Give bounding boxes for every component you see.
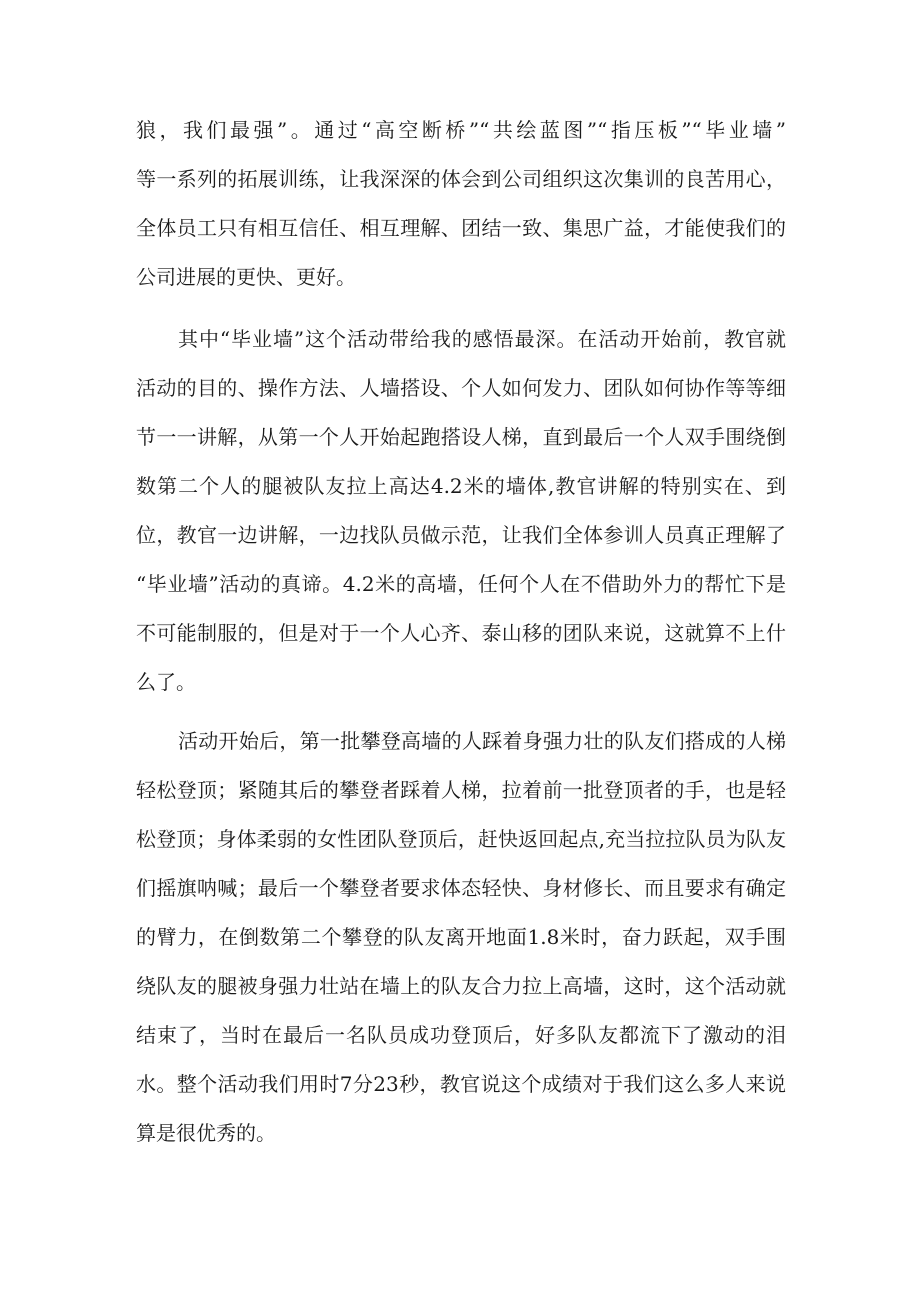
paragraph-2-line-5: 位，教官一边讲解，一边找队员做示范，让我们全体参训人员真正理解了 [136,523,786,547]
paragraph-2-line-3: 节一一讲解，从第一个人开始起跑搭设人梯，直到最后一个人双手围绕倒 [136,425,786,449]
paragraph-3-line-1: 活动开始后，第一批攀登高墙的人踩着身强力壮的队友们搭成的人梯 [178,729,786,753]
paragraph-3-line-5: 的臂力，在倒数第二个攀登的队友离开地面1.8米时，奋力跃起，双手围 [136,925,786,949]
paragraph-3-line-4: 们摇旗呐喊；最后一个攀登者要求体态轻快、身材修长、而且要求有确定 [136,876,786,900]
paragraph-2-line-2: 活动的目的、操作方法、人墙搭设、个人如何发力、团队如何协作等等细 [136,376,786,400]
paragraph-3-line-8: 水。整个活动我们用时7分23秒，教官说这个成绩对于我们这么多人来说 [136,1072,786,1096]
paragraph-3-line-3: 松登顶；身体柔弱的女性团队登顶后，赶快返回起点,充当拉拉队员为队友 [136,827,786,851]
paragraph-3-line-7: 结束了，当时在最后一名队员成功登顶后，好多队友都流下了激动的泪 [136,1023,786,1047]
paragraph-1-line-2: 等一系列的拓展训练，让我深深的体会到公司组织这次集训的良苦用心， [136,167,786,191]
paragraph-2-line-1: 其中“毕业墙”这个活动带给我的感悟最深。在活动开始前，教官就 [178,327,786,351]
paragraph-1-line-1: 狼，我们最强”。通过“高空断桥”“共绘蓝图”“指压板”“毕业墙” [136,118,786,142]
paragraph-2-line-6: “毕业墙”活动的真谛。4.2米的高墙，任何个人在不借助外力的帮忙下是 [136,572,786,596]
paragraph-2-line-8: 么了。 [136,670,196,694]
paragraph-2-line-4: 数第二个人的腿被队友拉上高达4.2米的墙体,教官讲解的特别实在、到 [136,474,786,498]
paragraph-3-line-6: 绕队友的腿被身强力壮站在墙上的队友合力拉上高墙，这时，这个活动就 [136,974,786,998]
paragraph-1-line-3: 全体员工只有相互信任、相互理解、团结一致、集思广益，才能使我们的 [136,216,786,240]
paragraph-3-line-2: 轻松登顶；紧随其后的攀登者踩着人梯，拉着前一批登顶者的手，也是轻 [136,778,786,802]
paragraph-2-line-7: 不可能制服的，但是对于一个人心齐、泰山移的团队来说，这就算不上什 [136,621,786,645]
paragraph-1-line-4: 公司进展的更快、更好。 [136,265,356,289]
paragraph-3-line-9: 算是很优秀的。 [136,1121,276,1145]
